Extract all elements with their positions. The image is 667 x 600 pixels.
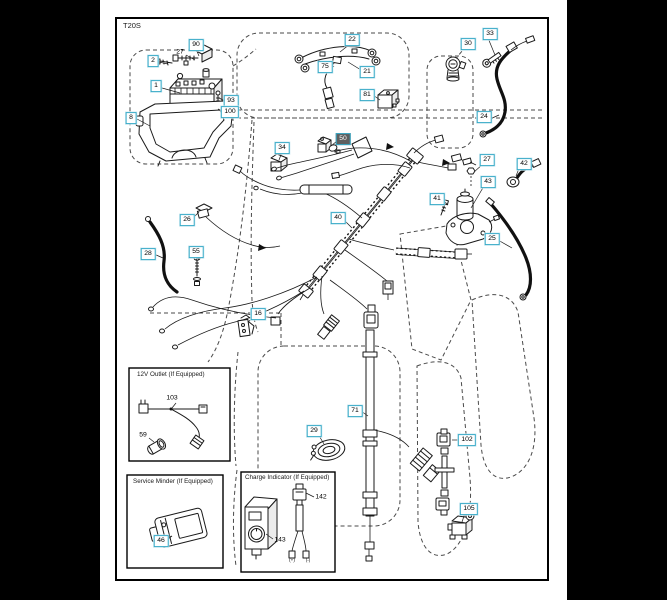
part-callout-93: 93 [224, 95, 239, 107]
part-callout-41: 41 [430, 193, 445, 205]
part-callout-105: 105 [460, 503, 478, 515]
part-callout-81: 81 [360, 89, 375, 101]
part-callout-25: 25 [485, 233, 500, 245]
part-callout-40: 40 [331, 212, 346, 224]
part-callout-55: 55 [189, 246, 204, 258]
part-callout-21: 21 [360, 66, 375, 78]
part-callout-28: 28 [141, 248, 156, 260]
part-callout-102: 102 [458, 434, 476, 446]
part-callout-42: 42 [517, 158, 532, 170]
part-callout-16: 16 [251, 308, 266, 320]
part-callout-1: 1 [151, 80, 162, 92]
part-callout-90: 90 [189, 39, 204, 51]
part-callout-50: 50 [336, 133, 351, 145]
part-callout-29: 29 [307, 425, 322, 437]
part-callout-: (-) [305, 557, 311, 563]
part-callout-71: 71 [348, 405, 363, 417]
diagram-title: T20S [123, 21, 141, 30]
part-callout-43: 43 [481, 176, 496, 188]
part-callout-8: 8 [126, 112, 137, 124]
inset-charge-indicator-box [241, 472, 335, 572]
inset-title-12v-outlet: 12V Outlet (If Equipped) [137, 371, 205, 378]
part-callout-34: 34 [275, 142, 290, 154]
part-callout-75: 75 [318, 61, 333, 73]
part-callout-27: 27 [480, 154, 495, 166]
part-callout-27: 27 [176, 48, 184, 56]
inset-title-service-minder: Service Minder (If Equipped) [133, 478, 213, 485]
inset-title-charge-indicator: Charge Indicator (If Equipped) [245, 474, 330, 481]
part-callout-142: 142 [315, 493, 327, 501]
part-callout-103: 103 [166, 394, 178, 402]
part-callout-143: 143 [274, 536, 286, 544]
part-callout-33: 33 [483, 28, 498, 40]
inset-12v-outlet-box [129, 368, 230, 461]
part-callout-100: 100 [221, 106, 239, 118]
part-callout-2: 2 [148, 55, 159, 67]
relay [378, 90, 399, 108]
part-callout-26: 26 [180, 214, 195, 226]
part-callout-30: 30 [461, 38, 476, 50]
part-callout-59: 59 [139, 431, 147, 439]
part-callout-46: 46 [154, 535, 169, 547]
part-callout-24: 24 [477, 111, 492, 123]
inset-service-minder-box [127, 475, 223, 568]
part-callout-22: 22 [345, 34, 360, 46]
part-callout-: (+) [289, 557, 295, 563]
